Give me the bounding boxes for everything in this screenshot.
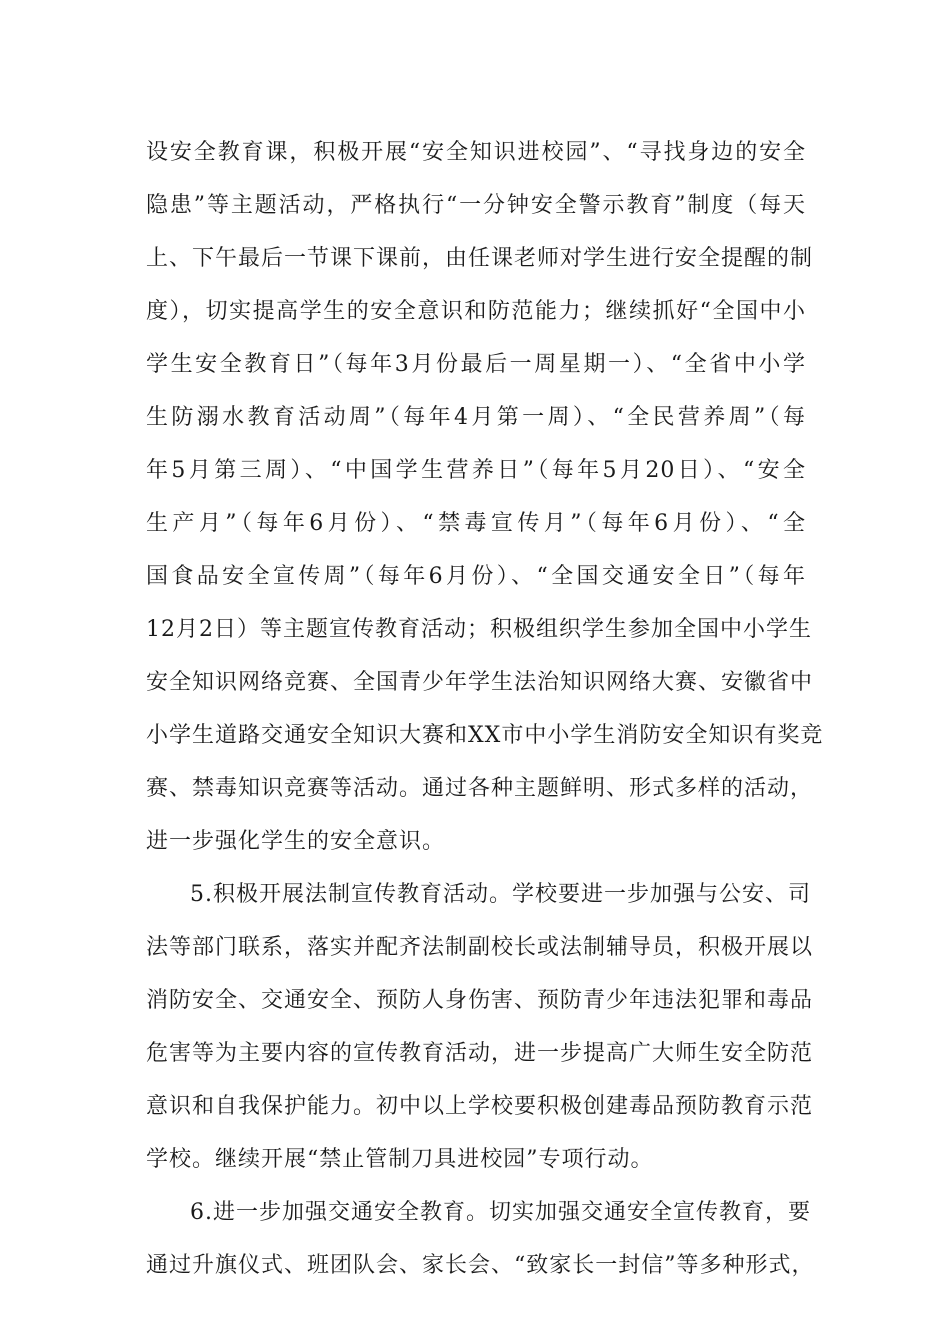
text-line: 消防安全、交通安全、预防人身伤害、预防青少年违法犯罪和毒品: [146, 988, 814, 1013]
text-line: 学校。继续开展“禁止管制刀具进校园”专项行动。: [146, 1147, 654, 1172]
text-line: 国食品安全宣传周”（每年6月份）、“全国交通安全日”（每年: [146, 564, 806, 589]
text-line: 学生安全教育日”（每年3月份最后一周星期一）、“全省中小学: [146, 352, 806, 377]
text-line: 安全知识网络竞赛、全国青少年学生法治知识网络大赛、安徽省中: [146, 670, 814, 695]
text-line: 上、下午最后一节课下课前，由任课老师对学生进行安全提醒的制: [146, 246, 814, 271]
text-line: 年5月第三周）、“中国学生营养日”（每年5月20日）、“安全: [146, 458, 806, 483]
text-line: 意识和自我保护能力。初中以上学校要积极创建毒品预防教育示范: [146, 1094, 814, 1119]
text-line: 6.进一步加强交通安全教育。切实加强交通安全宣传教育，要: [190, 1200, 811, 1225]
text-line: 生产月”（每年6月份）、“禁毒宣传月”（每年6月份）、“全: [146, 511, 806, 536]
text-line: 12月2日）等主题宣传教育活动；积极组织学生参加全国中小学生: [146, 617, 812, 642]
text-line: 赛、禁毒知识竞赛等活动。通过各种主题鲜明、形式多样的活动，: [146, 776, 814, 801]
text-line: 危害等为主要内容的宣传教育活动，进一步提高广大师生安全防范: [146, 1041, 814, 1066]
text-line: 生防溺水教育活动周”（每年4月第一周）、“全民营养周”（每: [146, 405, 806, 430]
document-body: [146, 126, 824, 1292]
text-line: 小学生道路交通安全知识大赛和XX市中小学生消防安全知识有奖竞: [146, 723, 824, 748]
text-line: 法等部门联系，落实并配齐法制副校长或法制辅导员，积极开展以: [146, 935, 814, 960]
text-line: 隐患”等主题活动，严格执行“一分钟安全警示教育”制度（每天: [146, 193, 806, 218]
text-line: 5.积极开展法制宣传教育活动。学校要进一步加强与公安、司: [190, 882, 811, 907]
text-line: 进一步强化学生的安全意识。: [146, 829, 446, 854]
text-line: 通过升旗仪式、班团队会、家长会、“致家长一封信”等多种形式，: [146, 1253, 815, 1278]
text-line: 度），切实提高学生的安全意识和防范能力；继续抓好“全国中小: [146, 299, 806, 324]
text-line: 设安全教育课，积极开展“安全知识进校园”、“寻找身边的安全: [146, 140, 806, 165]
